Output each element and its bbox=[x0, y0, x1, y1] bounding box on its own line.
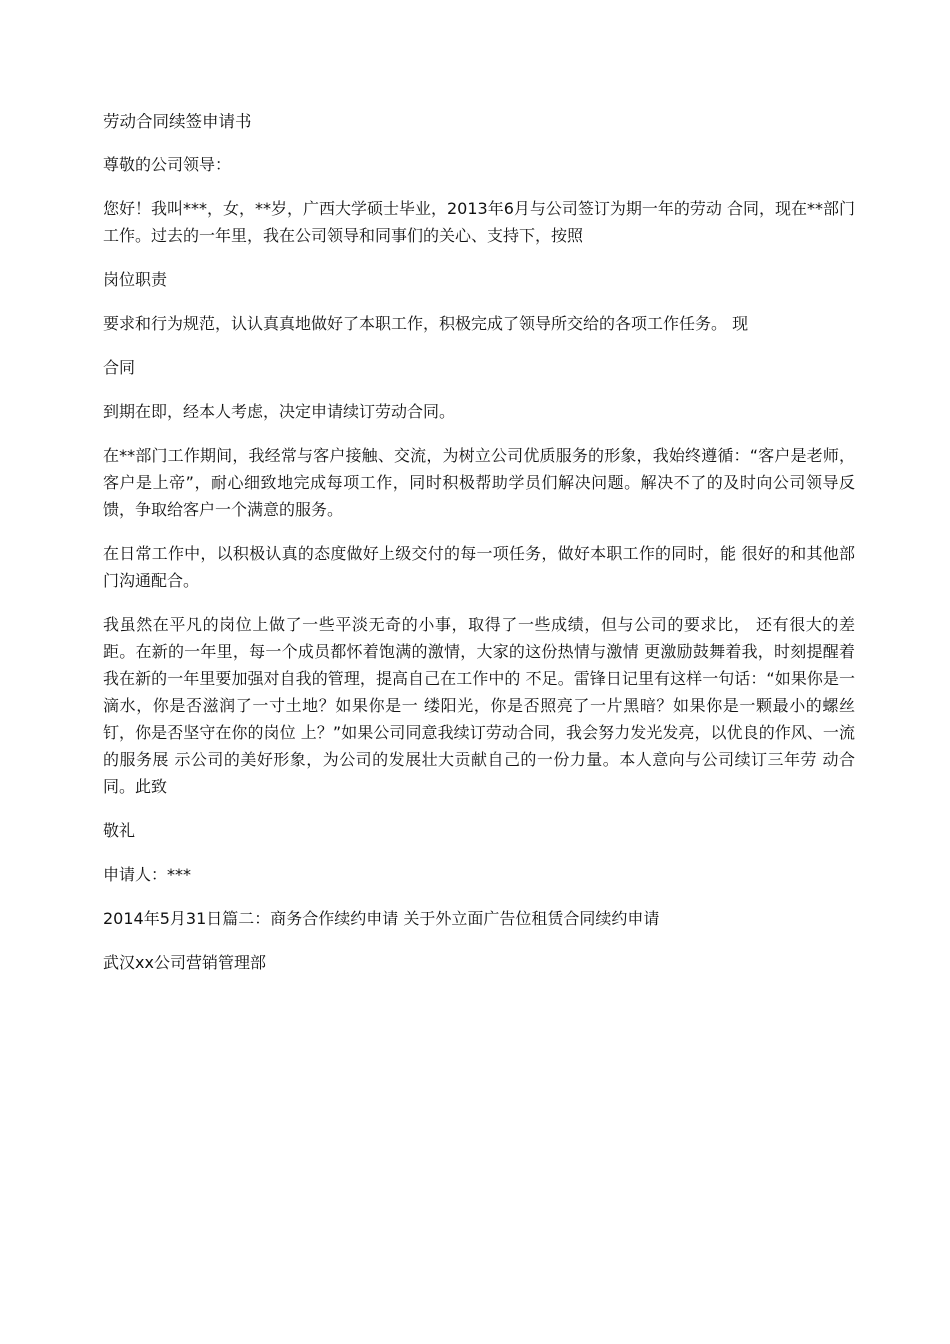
paragraph-reflection: 我虽然在平凡的岗位上做了一些平淡无奇的小事，取得了一些成绩，但与公司的要求比， 还有很大的差距。在新的一年里，每一个成员都怀着饱满的激情，大家的这份热情与激情 更激励鼓舞着我，时刻提醒着我在新的一年里要加强对自我的管理，提高自己在工作中的 不足。雷锋日记里有这样一句话：“如果你是一滴水，你是否滋润了一寸土地？如果你是一 缕阳光，你是否照亮了一片黑暗？如果你是一颗最小的螺丝钉，你是否坚守在你的岗位 上？”如果公司同意我续订劳动合同，我会努力发光发亮，以优良的作风、一流的服务展 示公司的美好形象，为公司的发展壮大贡献自己的一份力量。本人意向与公司续订三年劳 动合同。此致 bbox=[103, 615, 855, 796]
paragraph-contract: 合同 bbox=[103, 358, 136, 377]
paragraph-intro: 您好！我叫***，女，**岁，广西大学硕士毕业，2013年6月与公司签订为期一年的劳动 合同，现在**部门工作。过去的一年里，我在公司领导和同事们的关心、支持下，按照 bbox=[103, 199, 855, 245]
paragraph-requirements: 要求和行为规范，认认真真地做好了本职工作，积极完成了领导所交给的各项工作任务。 现 bbox=[103, 314, 749, 333]
date-line: 2014年5月31日篇二：商务合作续约申请 关于外立面广告位租赁合同续约申请 bbox=[103, 909, 660, 928]
paragraph-renewal-request: 到期在即，经本人考虑，决定申请续订劳动合同。 bbox=[103, 402, 456, 421]
salutation: 尊敬的公司领导： bbox=[103, 155, 232, 174]
document-title: 劳动合同续签申请书 bbox=[103, 112, 252, 131]
paragraph-job-duty: 岗位职责 bbox=[103, 270, 168, 289]
paragraph-daily-work: 在日常工作中，以积极认真的态度做好上级交付的每一项任务，做好本职工作的同时，能 很好的和其他部门沟通配合。 bbox=[103, 544, 855, 590]
applicant-line: 申请人：*** bbox=[103, 865, 192, 884]
department-line: 武汉xx公司营销管理部 bbox=[103, 953, 266, 972]
document-body bbox=[103, 108, 855, 993]
closing: 敬礼 bbox=[103, 821, 136, 840]
paragraph-work-period: 在**部门工作期间，我经常与客户接触、交流，为树立公司优质服务的形象，我始终遵循：“客户是老师，客户是上帝”，耐心细致地完成每项工作，同时积极帮助学员们解决问题。解决不了的及时向公司领导反馈，争取给客户一个满意的服务。 bbox=[103, 446, 855, 519]
